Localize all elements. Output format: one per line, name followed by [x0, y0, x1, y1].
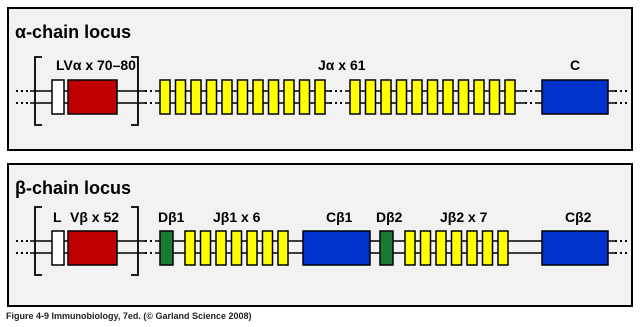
alpha-j-segment-7 [253, 80, 263, 114]
beta-j2-segment-4 [452, 231, 462, 265]
beta-j1-segments [185, 231, 288, 265]
beta-c1-segment [303, 231, 370, 265]
alpha-j-segment-19 [459, 80, 469, 114]
alpha-j-segment-8 [269, 80, 279, 114]
figure-caption: Figure 4-9 Immunobiology, 7ed. (© Garland Science 2008) [6, 311, 252, 321]
beta-j1-segment-6 [263, 231, 273, 265]
beta-j1-segment-1 [185, 231, 195, 265]
beta-v-label: Vβ x 52 [70, 209, 120, 225]
alpha-j-segment-2 [176, 80, 186, 114]
beta-j1-segment-7 [278, 231, 288, 265]
beta-j1-segment-2 [201, 231, 211, 265]
beta-leader-segment [52, 231, 64, 265]
alpha-j-segment-22 [505, 80, 515, 114]
alpha-j-segment-4 [207, 80, 217, 114]
alpha-j-segment-21 [490, 80, 500, 114]
beta-j1-label: Jβ1 x 6 [213, 209, 261, 225]
alpha-j-segment-18 [443, 80, 453, 114]
alpha-j-segment-11 [315, 80, 325, 114]
beta-c2-segment [542, 231, 608, 265]
alpha-j-segment-6 [238, 80, 248, 114]
beta-j1-segment-4 [232, 231, 242, 265]
alpha-leader-segment [52, 80, 64, 114]
beta-v-segment [68, 231, 117, 265]
beta-j1-segment-3 [216, 231, 226, 265]
alpha-j-segment-5 [222, 80, 232, 114]
beta-d1-segment [160, 231, 173, 265]
alpha-j-segment-17 [428, 80, 438, 114]
beta-j2-segment-6 [483, 231, 493, 265]
alpha-j-segment-9 [284, 80, 294, 114]
alpha-j-segment-13 [366, 80, 376, 114]
alpha-lv-label: LVα x 70–80 [56, 57, 136, 73]
beta-d2-segment [380, 231, 393, 265]
alpha-panel-title: α-chain locus [15, 22, 132, 42]
beta-j2-label: Jβ2 x 7 [440, 209, 488, 225]
beta-j2-segment-1 [405, 231, 415, 265]
beta-j1-segment-5 [247, 231, 257, 265]
alpha-j-segment-12 [350, 80, 360, 114]
alpha-v-segment [68, 80, 117, 114]
alpha-j-segment-1 [160, 80, 170, 114]
alpha-j-segment-16 [412, 80, 422, 114]
beta-d1-label: Dβ1 [158, 209, 185, 225]
alpha-c-label: C [570, 57, 581, 73]
beta-j2-segments [405, 231, 508, 265]
beta-c2-label: Cβ2 [565, 209, 592, 225]
beta-j2-segment-3 [436, 231, 446, 265]
alpha-j-segment-10 [300, 80, 310, 114]
beta-j2-segment-5 [467, 231, 477, 265]
alpha-j-segment-3 [191, 80, 201, 114]
beta-j2-segment-7 [498, 231, 508, 265]
alpha-panel [8, 8, 632, 150]
beta-panel-title: β-chain locus [15, 178, 132, 198]
alpha-j-segment-15 [397, 80, 407, 114]
alpha-c-segment [542, 80, 608, 114]
beta-c1-label: Cβ1 [326, 209, 353, 225]
beta-panel [8, 164, 632, 306]
beta-l-label: L [53, 209, 62, 225]
beta-j2-segment-2 [421, 231, 431, 265]
alpha-j-segment-20 [474, 80, 484, 114]
alpha-j-label: Jα x 61 [318, 57, 366, 73]
alpha-j-segment-14 [381, 80, 391, 114]
beta-d2-label: Dβ2 [376, 209, 403, 225]
